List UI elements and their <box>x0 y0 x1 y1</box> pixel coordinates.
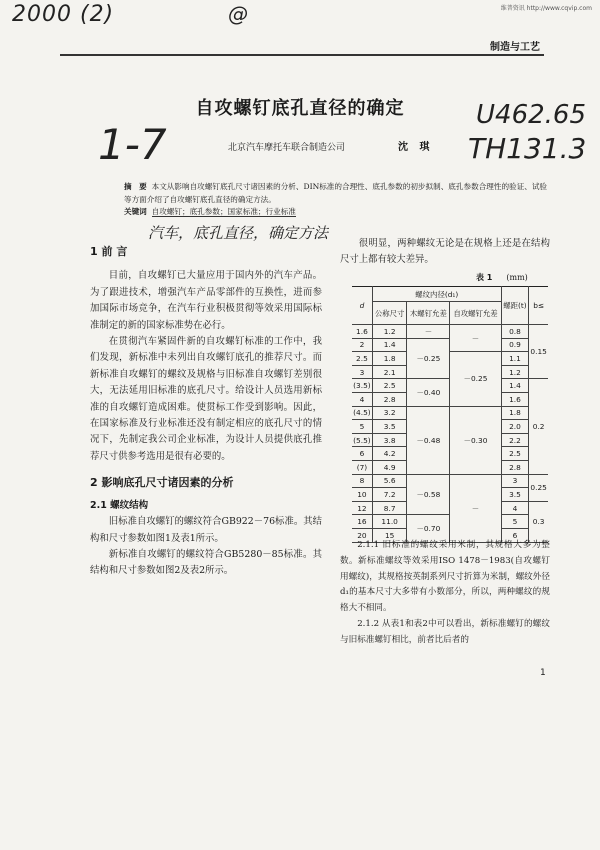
cell-pitch: 3.5 <box>501 488 529 502</box>
cell-d: 2 <box>352 338 372 352</box>
cell-d: (7) <box>352 460 372 474</box>
cell-nominal: 2.1 <box>372 365 407 379</box>
table-unit: (mm) <box>506 273 528 282</box>
table-header-tap: 自攻螺钉允差 <box>450 302 501 325</box>
right-column-bottom <box>340 538 550 649</box>
site-watermark: 维普资讯 http://www.cqvip.com <box>500 5 592 12</box>
cell-pitch: 0.8 <box>501 325 529 339</box>
cell-pitch: 3 <box>501 474 529 488</box>
subsection-heading-thread: 2.1 螺纹结构 <box>90 499 149 511</box>
cell-pitch: 1.1 <box>501 352 529 366</box>
cell-pitch: 5 <box>501 515 529 529</box>
cell-d: 2.5 <box>352 352 372 366</box>
left-column <box>90 244 322 580</box>
cell-wood: － <box>407 325 450 339</box>
abstract-text: 本文从影响自攻螺钉底孔尺寸诸因素的分析、DIN标准的合理性、底孔参数的初步拟制、底孔参数合理性的验证、试验等方面介绍了自攻螺钉底孔直径的确定方法。 <box>124 182 548 204</box>
affiliation: 北京汽车摩托车联合制造公司 <box>228 143 346 153</box>
table-header-pitch: 螺距(t) <box>501 287 529 325</box>
cell-tap: － <box>450 474 501 542</box>
cell-nominal: 1.4 <box>372 338 407 352</box>
handwritten-issue-note: 2000 (2) <box>12 2 115 27</box>
paragraph: 在贯彻汽车紧固件新的自攻螺钉标准的工作中，我们发现，新标准中未列出自攻螺钉底孔的推荐尺寸。而新标准自攻螺钉的螺纹及规格与旧标准自攻螺钉差别很大，无法延用旧标准的底孔尺寸。给设计人员选用新标准的自攻螺钉造成困难。使贯标工作受到影响。因此，在国家标准及行业标准还没有制定相应的底孔尺寸的情况下，先制定我公司企业标准，为设计人员提供底孔推荐尺寸供参考选用是很有必要的。 <box>90 336 322 462</box>
handwritten-page-range: 1-7 <box>98 120 167 169</box>
cell-pitch: 1.6 <box>501 392 529 406</box>
cell-b: 0.25 <box>529 474 548 501</box>
cell-nominal: 11.0 <box>372 515 407 529</box>
handwritten-class-code-2: TH131.3 <box>468 132 587 165</box>
cell-d: 16 <box>352 515 372 529</box>
author: 沈 琪 <box>398 142 434 153</box>
abstract-label: 摘 要 <box>124 182 147 191</box>
cell-d: 20 <box>352 528 372 542</box>
cell-wood: －0.48 <box>407 406 450 474</box>
cell-nominal: 3.5 <box>372 420 407 434</box>
cell-pitch: 1.2 <box>501 365 529 379</box>
cell-d: 10 <box>352 488 372 502</box>
cell-tap: － <box>450 325 501 352</box>
cell-nominal: 5.6 <box>372 474 407 488</box>
page-title: 自攻螺钉底孔直径的确定 <box>195 98 405 119</box>
cell-tap: －0.25 <box>450 352 501 406</box>
table-header-group: 螺纹内径(d₁) <box>372 287 501 302</box>
cell-pitch: 0.9 <box>501 338 529 352</box>
cell-nominal: 4.2 <box>372 447 407 461</box>
handwritten-keywords: 汽车，底孔直径，确定方法 <box>148 224 329 242</box>
keywords <box>124 206 296 217</box>
cell-nominal: 2.5 <box>372 379 407 393</box>
right-column-top <box>340 236 550 269</box>
paragraph: 目前，自攻螺钉已大量应用于国内外的汽车产品。为了跟进技术，增强汽车产品零部件的互换性，进而参加国际市场竞争，在汽车行业积极贯彻等效采用国际标准制定的新的国家标准势在必行。 <box>90 270 322 331</box>
cell-nominal: 3.2 <box>372 406 407 420</box>
paragraph: 2.1.2 从表1和表2中可以看出，新标准螺钉的螺纹与旧标准螺钉相比，前者比后者的 <box>340 618 550 645</box>
handwritten-class-code-1: U462.65 <box>476 100 587 130</box>
thread-table <box>352 286 548 543</box>
cell-nominal: 1.2 <box>372 325 407 339</box>
paragraph: 很明显，两种螺纹无论是在规格上还是在结构尺寸上都有较大差异。 <box>340 238 550 266</box>
cell-wood: －0.25 <box>407 338 450 379</box>
cell-wood: －0.58 <box>407 474 450 515</box>
cell-d: 8 <box>352 474 372 488</box>
cell-nominal: 2.8 <box>372 392 407 406</box>
table-header-d: d <box>352 287 372 325</box>
cell-nominal: 3.8 <box>372 433 407 447</box>
cell-nominal: 8.7 <box>372 501 407 515</box>
abstract <box>124 180 554 206</box>
cell-nominal: 7.2 <box>372 488 407 502</box>
paragraph: 旧标准自攻螺钉的螺纹符合GB922－76标准。其结构和尺寸参数如图1及表1所示。 <box>90 516 322 544</box>
cell-pitch: 2.2 <box>501 433 529 447</box>
paragraph: 2.1.1 旧标准的螺纹采用米制，其规格大多为整数。新标准螺纹等效采用ISO 1478－1983(自攻螺钉用螺纹)，其规格按英制系列尺寸折算为米制，螺纹外径d₁的基本尺寸大多带有小数部分，所以，两种螺纹的规格大不相同。 <box>340 540 550 614</box>
cell-nominal: 15 <box>372 528 407 542</box>
paragraph: 新标准自攻螺钉的螺纹符合GB5280－85标准。其结构和尺寸参数如图2及表2所示。 <box>90 548 322 577</box>
cell-d: (4.5) <box>352 406 372 420</box>
cell-d: 12 <box>352 501 372 515</box>
cell-pitch: 2.5 <box>501 447 529 461</box>
section-heading-factors: 2 影响底孔尺寸诸因素的分析 <box>90 476 234 490</box>
table-header-wood: 木螺钉允差 <box>407 302 450 325</box>
cell-nominal: 1.8 <box>372 352 407 366</box>
section-heading-intro: 1 前 言 <box>90 245 128 258</box>
cell-pitch: 2.8 <box>501 460 529 474</box>
table-caption <box>476 272 528 283</box>
handwritten-mark: @ <box>228 2 248 26</box>
cell-b: 0.15 <box>529 325 548 379</box>
table-header-nominal: 公称尺寸 <box>372 302 407 325</box>
cell-pitch: 2.0 <box>501 420 529 434</box>
section-tag: 制造与工艺 <box>490 42 540 53</box>
cell-b: 0.3 <box>529 501 548 542</box>
cell-d: 4 <box>352 392 372 406</box>
cell-b: 0.2 <box>529 379 548 474</box>
cell-wood: －0.40 <box>407 379 450 406</box>
cell-d: 3 <box>352 365 372 379</box>
cell-d: 6 <box>352 447 372 461</box>
cell-nominal: 4.9 <box>372 460 407 474</box>
cell-pitch: 1.8 <box>501 406 529 420</box>
table-header-b: b≤ <box>529 287 548 325</box>
header-rule <box>60 54 544 56</box>
cell-d: (3.5) <box>352 379 372 393</box>
cell-pitch: 4 <box>501 501 529 515</box>
cell-pitch: 6 <box>501 528 529 542</box>
cell-tap: －0.30 <box>450 406 501 474</box>
cell-pitch: 1.4 <box>501 379 529 393</box>
cell-d: (5.5) <box>352 433 372 447</box>
cell-d: 1.6 <box>352 325 372 339</box>
keywords-label: 关键词 <box>124 207 147 216</box>
table-title: 表 1 <box>476 273 493 282</box>
keywords-text: 自攻螺钉；底孔参数；国家标准；行业标准 <box>151 207 296 216</box>
cell-wood: －0.70 <box>407 515 450 542</box>
cell-d: 5 <box>352 420 372 434</box>
page-number: 1 <box>540 668 546 678</box>
